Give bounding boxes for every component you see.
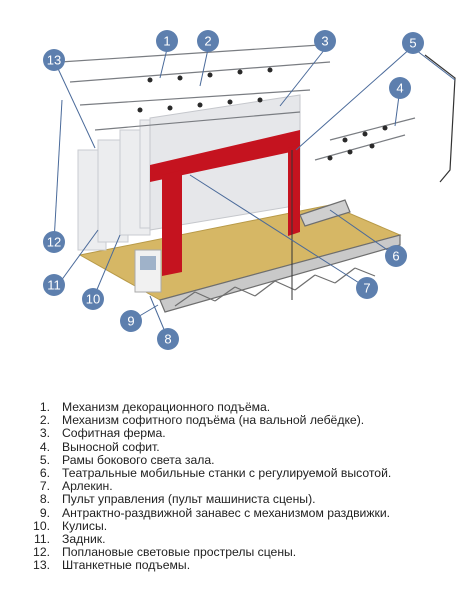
svg-text:5: 5 bbox=[409, 35, 417, 51]
svg-text:13: 13 bbox=[46, 52, 62, 68]
legend-item: 13. Штанкетные подъемы. bbox=[33, 558, 191, 573]
svg-text:4: 4 bbox=[396, 80, 404, 96]
legend-item: 3. Софитная ферма. bbox=[39, 426, 166, 441]
legend-item: 12. Поплановые световые прострелы сцены. bbox=[33, 545, 297, 560]
callout-4 bbox=[389, 77, 411, 99]
svg-text:1: 1 bbox=[163, 33, 171, 49]
callout-1 bbox=[156, 30, 178, 52]
legend-item: 8. Пульт управления (пульт машиниста сцены). bbox=[39, 492, 316, 507]
callout-13 bbox=[43, 49, 65, 71]
legend-item: 4. Выносной софит. bbox=[39, 439, 160, 454]
svg-text:6: 6 bbox=[392, 248, 400, 264]
legend-item: 5. Рамы бокового света зала. bbox=[39, 452, 215, 467]
callout-2 bbox=[197, 30, 219, 52]
legend-item: 11. Задник. bbox=[33, 532, 106, 547]
legend-item: 2. Механизм софитного подъёма (на вальной лебёдке). bbox=[39, 413, 365, 428]
svg-text:8: 8 bbox=[164, 331, 172, 347]
side-light-frame bbox=[425, 55, 455, 182]
svg-text:11: 11 bbox=[47, 277, 61, 293]
svg-text:9: 9 bbox=[127, 313, 135, 329]
callout-8 bbox=[157, 328, 179, 350]
legend-item: 1. Механизм декорационного подъёма. bbox=[39, 400, 271, 414]
svg-text:12: 12 bbox=[46, 234, 62, 250]
legend-item: 7. Арлекин. bbox=[39, 479, 113, 494]
callout-9 bbox=[120, 310, 142, 332]
callout-5 bbox=[402, 32, 424, 54]
legend-list bbox=[28, 401, 468, 573]
legend-item: 6. Театральные мобильные станки с регулируемой высотой. bbox=[39, 466, 392, 481]
callout-6 bbox=[385, 245, 407, 267]
legend-item: 10. Кулисы. bbox=[33, 518, 108, 533]
legend-item: 9. Антрактно-раздвижной занавес с механизмом раздвижки. bbox=[39, 505, 391, 520]
callout-11 bbox=[43, 274, 65, 296]
svg-text:2: 2 bbox=[204, 33, 212, 49]
callout-3 bbox=[314, 30, 336, 52]
callout-12 bbox=[43, 231, 65, 253]
callout-10 bbox=[82, 288, 104, 310]
svg-text:7: 7 bbox=[363, 280, 371, 296]
svg-text:3: 3 bbox=[321, 33, 329, 49]
callout-7 bbox=[356, 277, 378, 299]
svg-text:10: 10 bbox=[85, 291, 101, 307]
control-desk bbox=[135, 250, 161, 292]
